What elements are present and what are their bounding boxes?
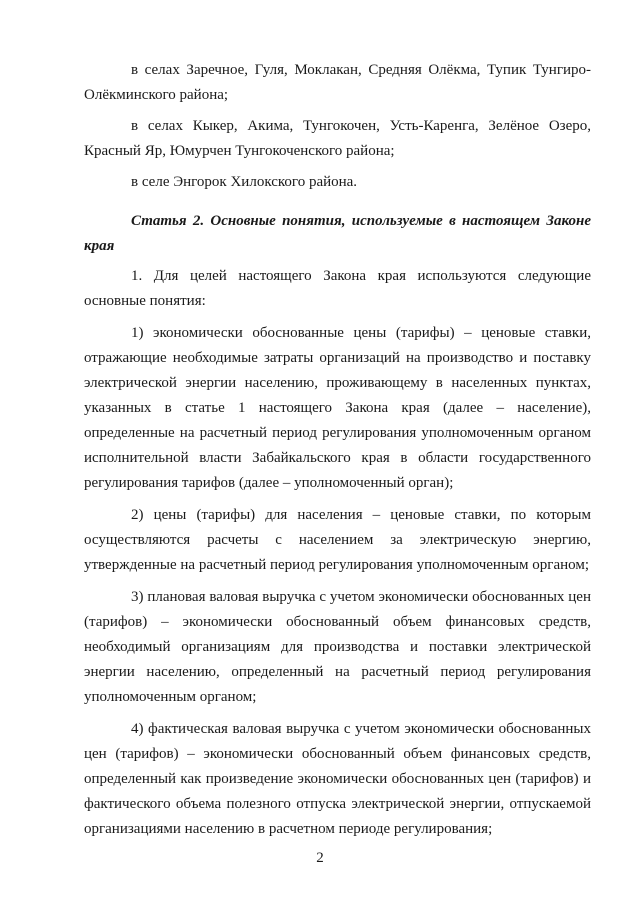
paragraph-definition-2: 2) цены (тарифы) для населения – ценовые ставки, по которым осуществляются расчеты с населением за электрическую энергию, утвержденные на расчетный период регулирования уполномоченным органом;: [84, 507, 591, 573]
paragraph-definitions-intro: 1. Для целей настоящего Закона края используются следующие основные понятия:: [84, 268, 591, 309]
article-heading: Статья 2. Основные понятия, используемые в настоящем Законе края: [84, 213, 591, 254]
page-number: 2: [316, 850, 324, 866]
paragraph-definition-3: 3) плановая валовая выручка с учетом экономически обоснованных цен (тарифов) – экономически обоснованный объем финансовых средств, необходимый организациям для производства и поставки электрической энергии населению, определенный на расчетный период регулирования уполномоченным органом;: [84, 589, 591, 705]
paragraph-settlements-tungiro: в селах Заречное, Гуля, Моклакан, Средняя Олёкма, Тупик Тунгиро-Олёкминского района;: [84, 62, 591, 103]
paragraph-definition-4: 4) фактическая валовая выручка с учетом экономически обоснованных цен (тарифов) – экономически обоснованный объем финансовых средств, определенный как произведение экономически обоснованных цен (тарифов) и фактического объема полезного отпуска электрической энергии, отпускаемой организациями населению в расчетном периоде регулирования;: [84, 721, 591, 837]
paragraph-settlements-tungokochen: в селах Кыкер, Акима, Тунгокочен, Усть-Каренга, Зелёное Озеро, Красный Яр, Юмурчен Тунгокоченского района;: [84, 118, 591, 159]
paragraph-settlement-khilok: в селе Энгорок Хилокского района.: [131, 174, 358, 190]
paragraph-definition-1: 1) экономически обоснованные цены (тарифы) – ценовые ставки, отражающие необходимые затраты организаций на производство и поставку электрической энергии населению, проживающему в населенных пунктах, указанных в статье 1 настоящего Закона края (далее – население), определенные на расчетный период регулирования уполномоченным органом исполнительной власти Забайкальского края в области государственного регулирования тарифов (далее – уполномоченный орган);: [84, 325, 591, 491]
